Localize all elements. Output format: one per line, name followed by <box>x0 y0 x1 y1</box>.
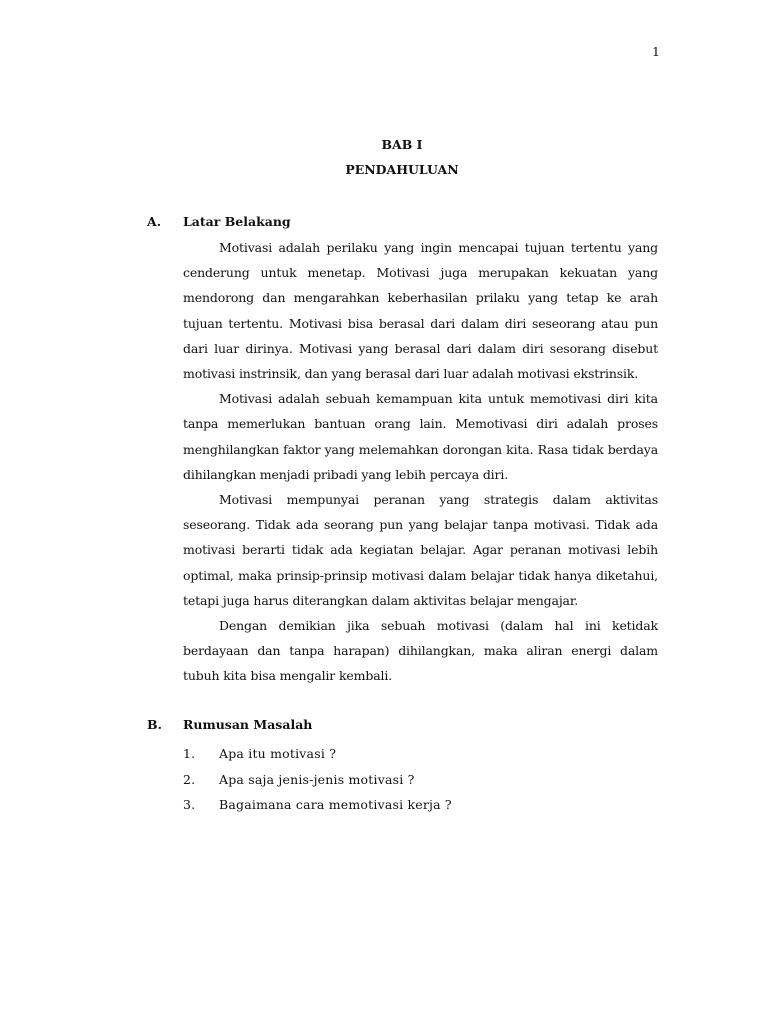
chapter-subtitle: PENDAHULUAN <box>345 162 459 177</box>
list-item-text: Apa saja jenis-jenis motivasi ? <box>219 771 415 787</box>
section-b-heading <box>147 718 312 732</box>
paragraph: Dengan demikian jika sebuah motivasi (dalam hal ini ketidak berdayaan dan tanpa harapan) dihilangkan, maka aliran energi dalam tubuh kita bisa mengalir kembali. <box>183 618 658 684</box>
list-item-number: 1. <box>183 746 196 761</box>
page-number: 1 <box>652 44 660 59</box>
list-item <box>183 741 452 767</box>
section-a-body <box>183 235 658 689</box>
paragraph: Motivasi adalah sebuah kemampuan kita untuk memotivasi diri kita tanpa memerlukan bantuan orang lain. Memotivasi diri adalah proses menghilangkan faktor yang melemahkan dorongan kita. Rasa tidak berdaya dihilangkan menjadi pribadi yang lebih percaya diri. <box>183 391 658 482</box>
section-b-letter: B. <box>147 717 162 732</box>
paragraph: Motivasi mempunyai peranan yang strategis dalam aktivitas seseorang. Tidak ada seorang pun yang belajar tanpa motivasi. Tidak ada motivasi berarti tidak ada kegiatan belajar. Agar peranan motivasi lebih optimal, maka prinsip-prinsip motivasi dalam belajar tidak hanya diketahui, tetapi juga harus diterangkan dalam aktivitas belajar mengajar. <box>183 492 658 608</box>
list-item <box>183 792 452 818</box>
chapter-title: BAB I <box>381 137 423 152</box>
list-item-text: Apa itu motivasi ? <box>219 746 337 761</box>
problem-list <box>183 741 452 818</box>
section-a-letter: A. <box>147 214 162 229</box>
list-item-number: 2. <box>183 771 196 787</box>
paragraph: Motivasi adalah perilaku yang ingin mencapai tujuan tertentu yang cenderung untuk menetap. Motivasi juga merupakan kekuatan yang mendorong dan mengarahkan keberhasilan prilaku yang tetap ke arah tujuan tertentu. Motivasi bisa berasal dari dalam diri seseorang atau pun dari luar dirinya. Motivasi yang berasal dari dalam diri sesorang disebut motivasi instrinsik, dan yang berasal dari luar adalah motivasi ekstrinsik. <box>183 240 658 382</box>
list-item <box>183 767 452 793</box>
list-item-number: 3. <box>183 797 196 812</box>
section-b-title: Rumusan Masalah <box>183 717 313 732</box>
list-item-text: Bagaimana cara memotivasi kerja ? <box>219 797 452 812</box>
section-a-title: Latar Belakang <box>183 214 291 229</box>
section-a-heading <box>147 215 291 229</box>
